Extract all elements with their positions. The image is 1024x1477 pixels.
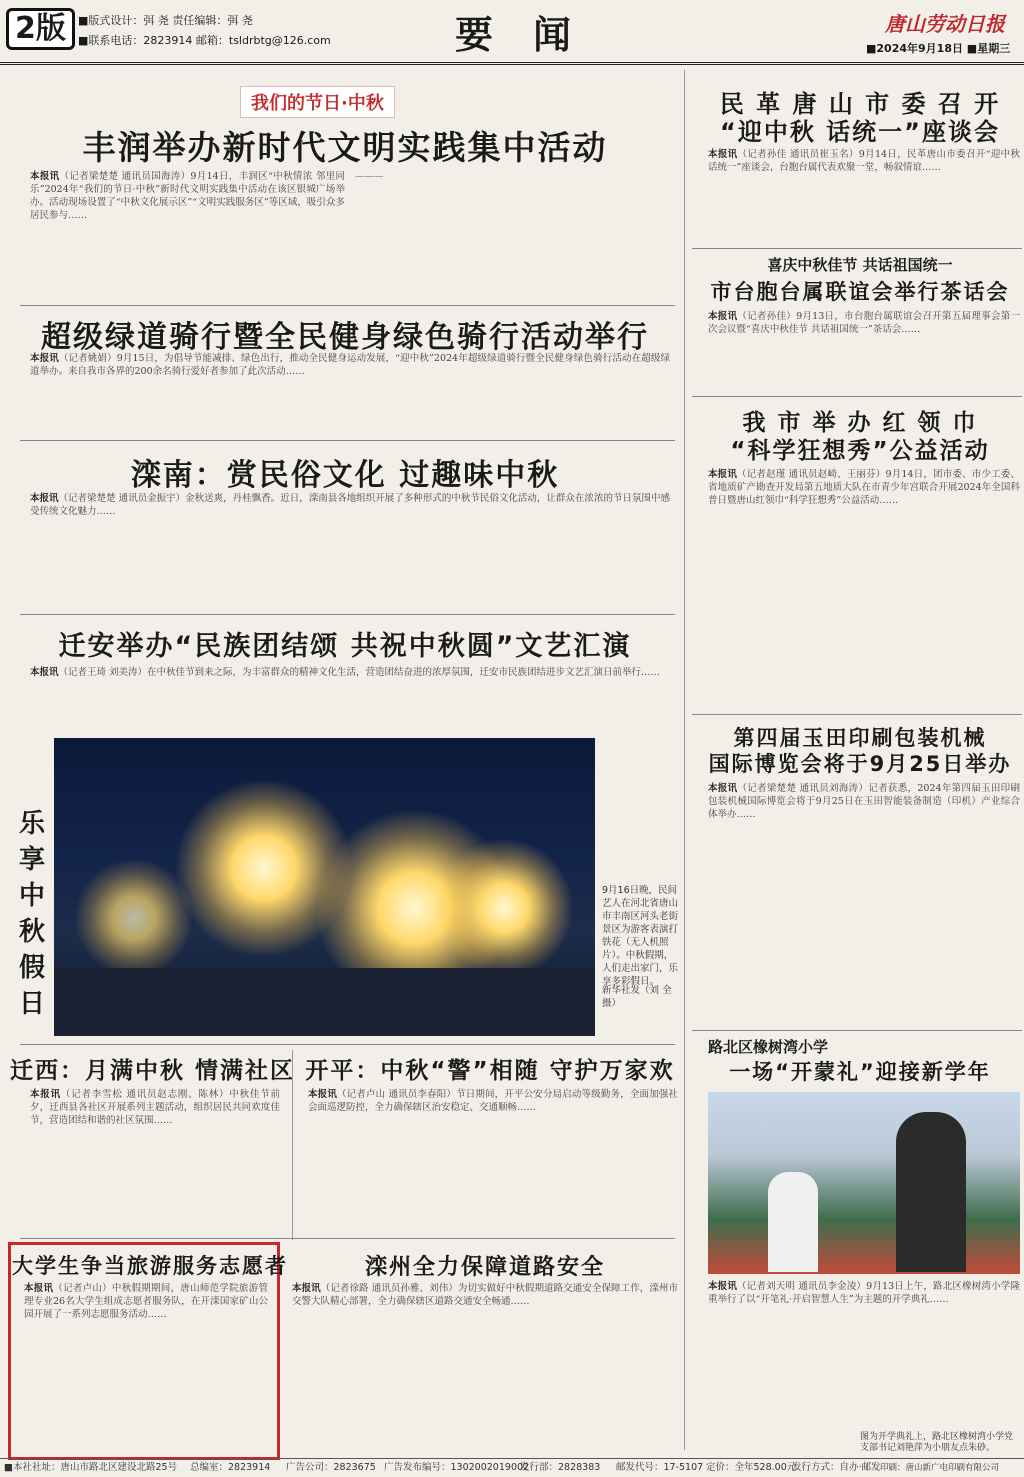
- header-rule: [0, 62, 1024, 65]
- lead: 本报讯: [708, 783, 738, 794]
- lead: 本报讯: [708, 469, 738, 480]
- photo-caption-r5: 图为开学典礼上，路北区橡树湾小学党支部书记刘艳萍为小朋友点朱砂。: [860, 1432, 1014, 1453]
- body-text: （记者徐路 通讯员孙雅、刘伟）为切实做好中秋假期道路交通安全保障工作，滦州市交警大队精心部署，全力确保辖区道路交通安全畅通……: [292, 1283, 678, 1307]
- issue-date: ■2024年9月18日 ■星期三: [866, 42, 1011, 55]
- footer-dept: 发行方式：自办·邮发: [792, 1462, 881, 1473]
- lead: 本报讯: [708, 1281, 738, 1292]
- divider: [292, 1050, 293, 1240]
- article-r1-body: [708, 148, 1020, 238]
- photo-credit: 新华社发（刘 全 摄）: [602, 985, 672, 1009]
- column-divider: [684, 70, 685, 1450]
- lead: 本报讯: [24, 1283, 54, 1294]
- contact-info: ■联系电话：2823914 邮箱：tsldrbtg@126.com: [78, 34, 331, 47]
- footer-dist: 发行部：2828383: [520, 1462, 601, 1473]
- article-a7-body: [24, 1282, 268, 1447]
- headline-r4-line1: 第四届玉田印刷包装机械: [733, 726, 987, 750]
- subhead-r5: 路北区橡树湾小学: [708, 1038, 829, 1056]
- body-text: （记者赵瑾 通讯员赵崎、王丽芬）9月14日，团市委、市少工委、省地质矿产勘查开发局第五地质大队在市青少年宫联合开展2024年全国科普日暨唐山红领巾“科学狂想秀”公益活动……: [708, 469, 1020, 506]
- headline-r2: 市台胞台属联谊会举行茶话会: [710, 280, 1010, 304]
- body-text: （记者梁楚楚 通讯员刘海涛）记者获悉，2024年第四届玉田印刷包装机械国际博览会将于9月25日在玉田智能装备制造（印机）产业综合体举办……: [708, 783, 1020, 820]
- article-a5-body: [30, 1088, 280, 1236]
- body-text: （记者刘天明 通讯员李金凌）9月13日上午，路北区橡树湾小学隆重举行了以“开笔礼·开启智慧人生”为主题的开学典礼……: [708, 1281, 1020, 1305]
- divider: [692, 1030, 1022, 1031]
- newspaper-logo: 唐山劳动日报: [885, 12, 1005, 36]
- article-r3-body: [708, 468, 1020, 708]
- footer-address: ■本社社址：唐山市路北区建设北路25号: [4, 1462, 178, 1473]
- article-r4-body: [708, 782, 1020, 1022]
- lead: 本报讯: [30, 667, 59, 678]
- headline-a1: 丰润举办新时代文明实践集中活动: [82, 128, 608, 167]
- headline-a8: 滦州全力保障道路安全: [364, 1255, 605, 1280]
- lead: 本报讯: [292, 1283, 321, 1294]
- footer-price: 定价：全年528.00元: [706, 1462, 797, 1473]
- school-photo: [708, 1092, 1020, 1274]
- divider: [20, 440, 675, 441]
- divider: [20, 614, 675, 615]
- divider: [692, 714, 1022, 715]
- photo-section-title: 乐享中秋假日: [18, 809, 45, 1019]
- divider: [20, 1044, 675, 1045]
- footer-license: 广告发布编号：1302002019002: [384, 1462, 530, 1473]
- article-a1-body: 本报讯（记者梁楚楚 通讯员国海涛）9月14日，丰润区“中秋情浓 邻里同乐”2024年“我们的节日·中秋”新时代文明实践集中活动在该区银城广场举办。活动现场设置了“中秋文化展示区”“文明实践服务区”等区域，吸引众多居民参与…… ———: [30, 171, 384, 221]
- body-text: （记者孙佳 通讯员崔玉名）9月14日，民革唐山市委召开“迎中秋 话统一”座谈会，台胞台属代表欢聚一堂，畅叙情谊……: [708, 149, 1020, 173]
- footer-editor-room: 总编室：2823914: [190, 1462, 271, 1473]
- lead: 本报讯: [30, 353, 59, 364]
- lead: 本报讯: [708, 149, 738, 160]
- headline-r5: 一场“开蒙礼”迎接新学年: [729, 1060, 991, 1084]
- subhead-r2: 喜庆中秋佳节 共话祖国统一: [767, 256, 953, 274]
- headline-a6: 开平：中秋“警”相随 守护万家欢: [305, 1058, 675, 1084]
- lead: 本报讯: [30, 493, 59, 504]
- headline-r3-line2: “科学狂想秀”公益活动: [730, 438, 990, 464]
- divider: [692, 396, 1022, 397]
- body-text: （记者王琦 刘美涛）在中秋佳节到来之际，为丰富群众的精神文化生活，营造团结奋进的浓厚氛围，迁安市民族团结进步文艺汇演日前举行……: [58, 667, 661, 678]
- footer-print: 印刷：唐山新广电印刷有限公司: [880, 1463, 1000, 1473]
- body-text: （记者卢山 通讯员李春阳）节日期间，开平公安分局启动等级勤务，全面加强社会面巡逻防控，全力确保辖区治安稳定、交通顺畅……: [308, 1089, 678, 1113]
- divider: [20, 305, 675, 306]
- teacher-figure: [896, 1112, 966, 1272]
- headline-a5: 迁西：月满中秋 情满社区: [10, 1058, 296, 1084]
- body-text: （记者李雪松 通讯员赵志刚、陈林）中秋佳节前夕，迁西县各社区开展系列主题活动，组织居民共同欢度佳节，营造团结和谐的社区氛围……: [30, 1089, 280, 1126]
- footer-code: 邮发代号：17-5107: [616, 1462, 704, 1473]
- lead: 本报讯: [308, 1089, 337, 1100]
- article-a2-body: [30, 352, 670, 432]
- headline-r1-line2: “迎中秋 话统一”座谈会: [720, 118, 1000, 146]
- kicker-label: 我们的节日·中秋: [240, 86, 395, 118]
- article-a6-body: [308, 1088, 678, 1236]
- divider: [692, 248, 1022, 249]
- headline-a7: 大学生争当旅游服务志愿者: [12, 1254, 288, 1278]
- lead: 本报讯: [708, 311, 738, 322]
- article-a3-body: [30, 492, 670, 607]
- body-text: （记者梁楚楚 通讯员金振宇）金秋送爽，丹桂飘香。近日，滦南县各地组织开展了多种形式的中秋节民俗文化活动，让群众在浓浓的节日氛围中感受传统文化魅力……: [30, 493, 670, 517]
- headline-r3-line1: 我 市 举 办 红 领 巾: [742, 410, 978, 436]
- article-a8-body: [292, 1282, 678, 1447]
- photo-caption: 9月16日晚，民间艺人在河北省唐山市丰南区河头老街景区为游客表演打铁花（无人机照片）。中秋假期，人们走出家门，乐享多彩假日。: [602, 885, 679, 987]
- building-silhouette: [54, 968, 595, 1036]
- body-text: （记者卢山）中秋假期期间，唐山师范学院旅游管理专业26名大学生组成志愿者服务队，在开滦国家矿山公园开展了一系列志愿服务活动……: [24, 1283, 268, 1320]
- article-r2-body: [708, 310, 1020, 390]
- section-title: 要闻: [455, 12, 612, 57]
- headline-a3: 滦南：赏民俗文化 过趣味中秋: [130, 458, 560, 493]
- footer-ad: 广告公司：2823675: [286, 1462, 376, 1473]
- page-number: 2版: [6, 8, 75, 50]
- masthead: [0, 0, 1024, 62]
- headline-a2: 超级绿道骑行暨全民健身绿色骑行活动举行: [41, 320, 649, 355]
- body-text: （记者梁楚楚 通讯员国海涛）9月14日，丰润区“中秋情浓 邻里同乐”2024年“我们的节日·中秋”新时代文明实践集中活动在该区银城广场举办。活动现场设置了“中秋文化展示区”“文明实践服务区”等区域，吸引众多居民参与……: [30, 171, 345, 221]
- child-figure: [768, 1172, 818, 1272]
- headline-r4-line2: 国际博览会将于9月25日举办: [708, 752, 1012, 776]
- article-a4-body: [30, 666, 670, 736]
- designer-info: ■版式设计：弭 尧 责任编辑：弭 尧: [78, 14, 253, 27]
- lead: 本报讯: [30, 171, 60, 182]
- body-text: （记者孙佳）9月13日，市台胞台属联谊会召开第五届理事会第一次会议暨“喜庆中秋佳节 共话祖国统一”茶话会……: [708, 311, 1020, 335]
- headline-r1-line1: 民 革 唐 山 市 委 召 开: [719, 90, 1001, 118]
- lead: 本报讯: [30, 1089, 61, 1100]
- body-text: （记者姚娟）9月15日，为倡导节能减排、绿色出行，推动全民健身运动发展，“迎中秋”2024年超级绿道骑行暨全民健身绿色骑行活动在超级绿道举办。来自我市各界的200余名骑行爱好者参加了此次活动……: [30, 353, 670, 377]
- article-r5-body: [708, 1280, 1020, 1430]
- headline-a4: 迁安举办“民族团结颂 共祝中秋圆”文艺汇演: [58, 631, 632, 662]
- footer: [0, 1458, 1024, 1477]
- fireworks-photo: [54, 738, 595, 1036]
- divider: [20, 1238, 675, 1239]
